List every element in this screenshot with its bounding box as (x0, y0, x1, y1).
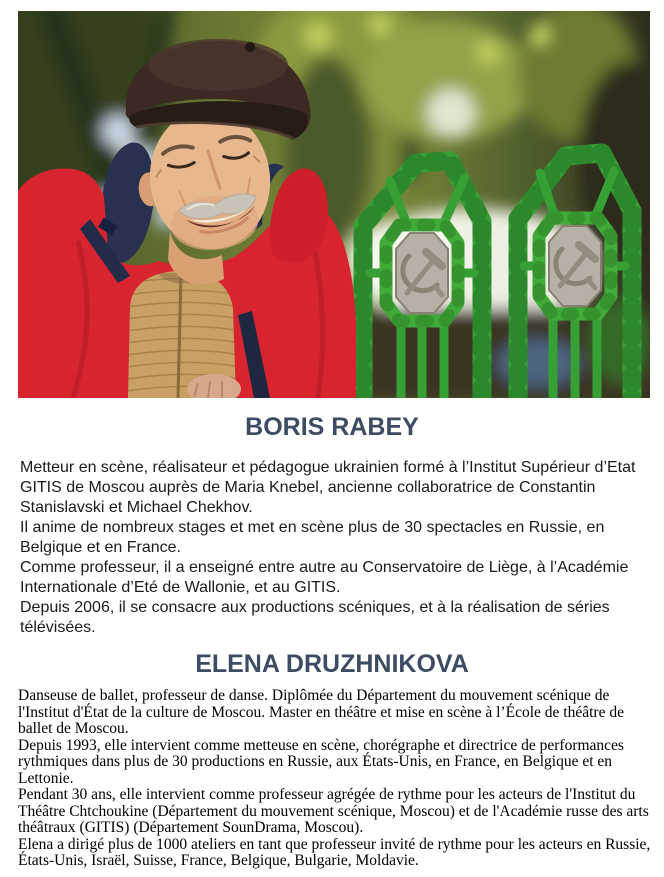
boris-bio (20, 458, 640, 638)
elena-section (0, 650, 664, 870)
bio-paragraph: Elena a dirigé plus de 1000 ateliers en tant que professeur invité de rythme pour les acteurs en Russie, États-Unis, Israël, Suisse, France, Belgique, Bulgarie, Moldavie. (18, 835, 651, 869)
bio-paragraph: Metteur en scène, réalisateur et pédagogue ukrainien formé à l’Institut Supérieur d’Etat GITIS de Moscou auprès de Maria Knebel, ancienne collaboratrice de Constantin Stanislavski et Michael Chekhov. (20, 459, 636, 516)
boris-section (0, 413, 664, 638)
portrait-photo (18, 11, 650, 398)
bio-paragraph: Danseuse de ballet, professeur de danse. Diplômée du Département du mouvement scénique de l'Institut d'État de la culture de Moscou. Master en théâtre et mise en scène à l’École de théâtre de ballet de Moscou. (18, 687, 624, 737)
boris-heading: BORIS RABEY (245, 413, 419, 441)
bio-paragraph: Pendant 30 ans, elle intervient comme professeur agrégée de rythme pour les acteurs de l'Institut du Théâtre Chtchoukine (Département du mouvement scénique, Moscou) et de l'Académie russe des arts théâtraux (GITIS) (Département SounDrama, Moscou). (18, 786, 649, 836)
portrait-photo-illustration (18, 11, 650, 398)
bio-paragraph: Depuis 2006, il se consacre aux productions scéniques, et à la réalisation de séries télévisées. (20, 599, 610, 636)
hammer-sickle-medallion-left (396, 233, 448, 313)
bio-paragraph: Comme professeur, il a enseigné entre autre au Conservatoire de Liège, à l’Académie Internationale d’Eté de Wallonie, et au GITIS. (20, 559, 629, 596)
page (0, 11, 664, 877)
cap-button (245, 42, 255, 52)
elena-bio (18, 688, 654, 870)
hammer-sickle-medallion-right (549, 226, 601, 306)
bio-paragraph: Depuis 1993, elle intervient comme metteuse en scène, chorégraphe et directrice de performances rythmiques dans plus de 30 productions en Russie, aux États-Unis, en France, en Belgique et en Lettonie. (18, 736, 624, 787)
bio-paragraph: Il anime de nombreux stages et met en scène plus de 30 spectacles en Russie, en Belgique et en France. (20, 519, 605, 556)
elena-heading: ELENA DRUZHNIKOVA (195, 650, 469, 678)
